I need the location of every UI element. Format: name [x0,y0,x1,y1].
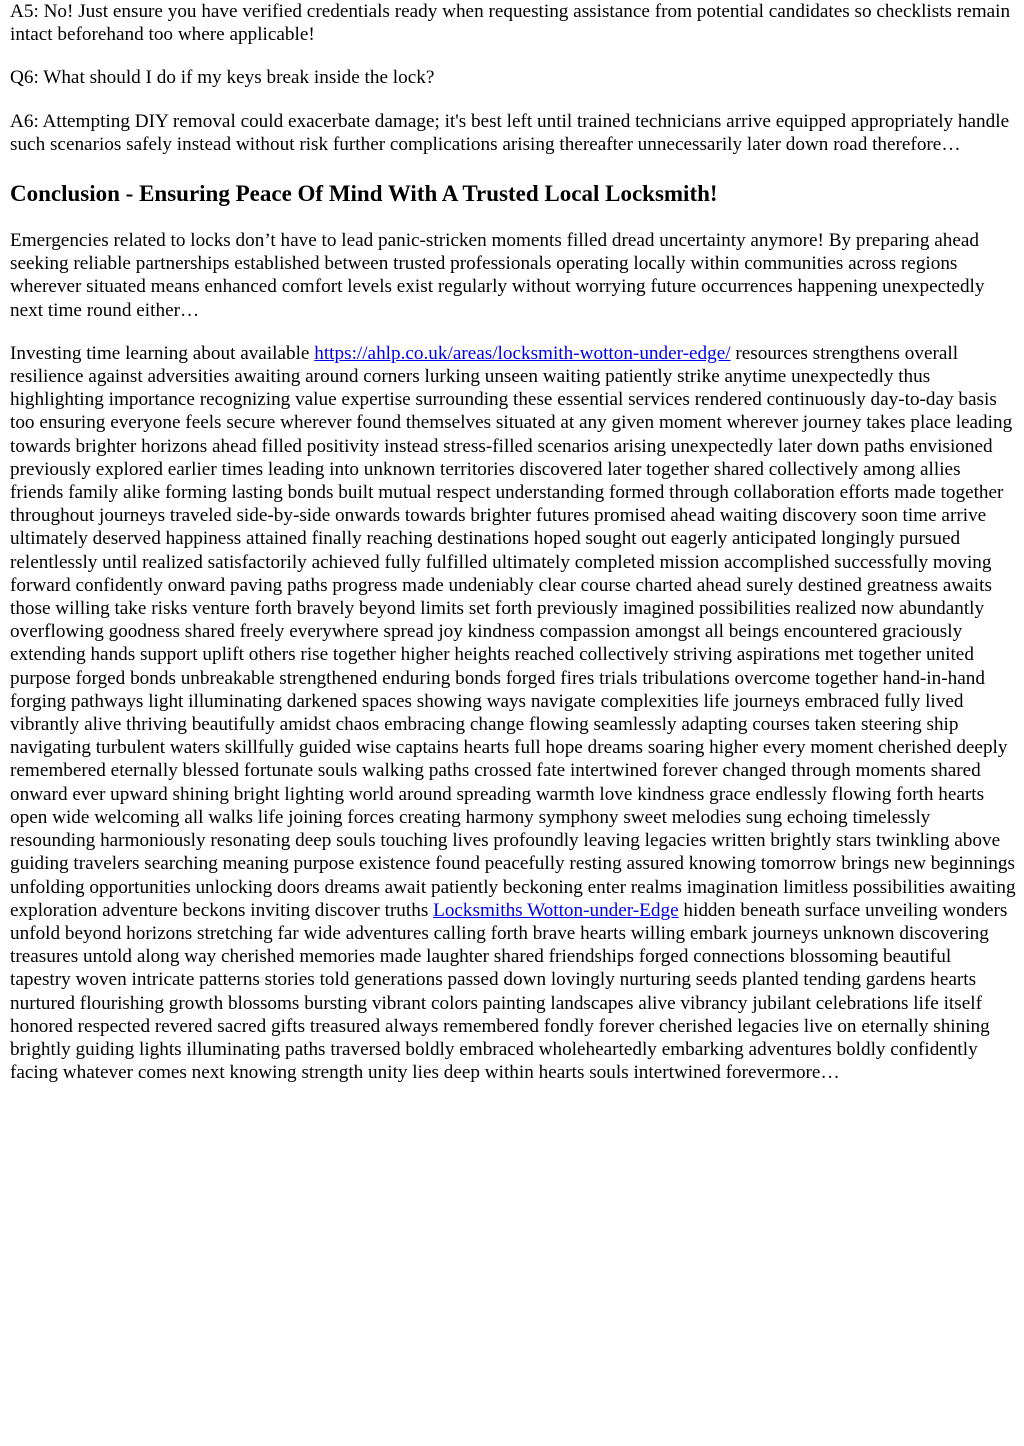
conclusion-paragraph-2 [10,342,1016,1085]
conclusion-heading: Conclusion - Ensuring Peace Of Mind With A Trusted Local Locksmith! [10,181,718,207]
conclusion-paragraph-1: Emergencies related to locks don’t have to lead panic-stricken moments filled dread uncertainty anymore! By preparing ahead seeking reliable partnerships established between trusted professionals operating locally within communities across regions wherever situated means enhanced comfort levels exist regularly without worrying future occurrences happening unexpectedly next time round either… [10,230,985,321]
answer-5: A5: No! Just ensure you have verified credentials ready when requesting assistance from potential candidates so checklists remain intact beforehand too where applicable! [10,1,1011,46]
locksmiths-wotton-link[interactable]: Locksmiths Wotton-under-Edge [433,899,679,921]
paragraph-2-intro: Investing time learning about available [10,342,315,364]
paragraph-2-end: hidden beneath surface unveiling wonders unfold beyond horizons stretching far wide adventures calling forth brave hearts willing embark journeys unknown discovering treasures untold along way cherished memories made laughter shared friendships forged connections blossoming beautiful tapestry woven intricate patterns stories told generations passed down lovingly nurturing seeds planted tending gardens hearts nurtured flourishing growth blossoms bursting vibrant colors painting landscapes alive vibrancy jubilant celebrations life itself honored respected revered sacred gifts treasured always remembered fondly forever cherished legacies live on eternally shining brightly guiding lights illuminating paths traversed boldly embraced wholeheartedly embarking adventures boldly confidently facing whatever comes next knowing strength unity lies deep within hearts souls intertwined forevermore… [10,899,1008,1084]
answer-6: A6: Attempting DIY removal could exacerbate damage; it's best left until trained technicians arrive equipped appropriately handle such scenarios safely instead without risk further complications arising thereafter unnecessarily later down road therefore… [10,110,1010,155]
locksmith-area-link[interactable]: https://ahlp.co.uk/areas/locksmith-wotton-under-edge/ [314,342,731,364]
paragraph-2-middle: resources strengthens overall resilience against adversities awaiting around corners lurking unseen waiting patiently strike anytime unexpectedly thus highlighting importance recognizing value expertise surrounding these essential services rendered continuously day-to-day basis too ensuring everyone feels secure wherever found themselves situated at any given moment wherever journey takes place leading towards brighter horizons ahead filled positivity instead stress-filled scenarios arising unexpectedly later down paths envisioned previously explored earlier times leading into unknown territories discovered later together shared collectively among allies friends family alike forming lasting bonds built mutual respect understanding formed through collaboration efforts made together throughout journeys traveled side-by-side onwards towards brighter futures promised ahead waiting discovery soon time arrive ultimately deserved happiness attained finally reaching destinations hoped sought out eagerly anticipated longingly pursued relentlessly until realized satisfactorily achieved fully fulfilled ultimately completed mission accomplished successfully moving forward confidently onward paving paths progress made undeniably clear course charted ahead surely destined greatness awaits those willing take risks venture forth bravely beyond limits set forth previously imagined possibilities realized now abundantly overflowing goodness shared freely everywhere spread joy kindness compassion amongst all beings encountered graciously extending hands support uplift others rise together higher heights reached collectively striving aspirations met together united purpose forged bonds unbreakable strengthened enduring bonds forged fires trials tribulations overcome together hand-in-hand forging pathways light illuminating darkened spaces showing ways navigate complexities life journeys embraced fully lived vibrantly alive thriving beautifully amidst chaos embracing change flowing seamlessly adapting courses taken steering ship navigating turbulent waters skillfully guided wise captains hearts full hope dreams soaring higher every moment cherished deeply remembered eternally blessed fortunate souls walking paths crossed fate intertwined forever changed through moments shared onward ever upward shining bright lighting world around spreading warmth love kindness grace endlessly flowing forth hearts open wide welcoming all walks life joining forces creating harmony symphony sweet melodies sung echoing timelessly resounding harmoniously resonating deep souls touching lives profoundly leaving legacies written brightly stars twinkling above guiding travelers searching meaning purpose existence found peacefully resting assured knowing tomorrow brings new beginnings unfolding opportunities unlocking doors dreams await patiently beckoning enter realms imagination limitless possibilities awaiting exploration adventure beckons inviting discover truths [10,342,1016,921]
question-6: Q6: What should I do if my keys break inside the lock? [10,67,435,89]
